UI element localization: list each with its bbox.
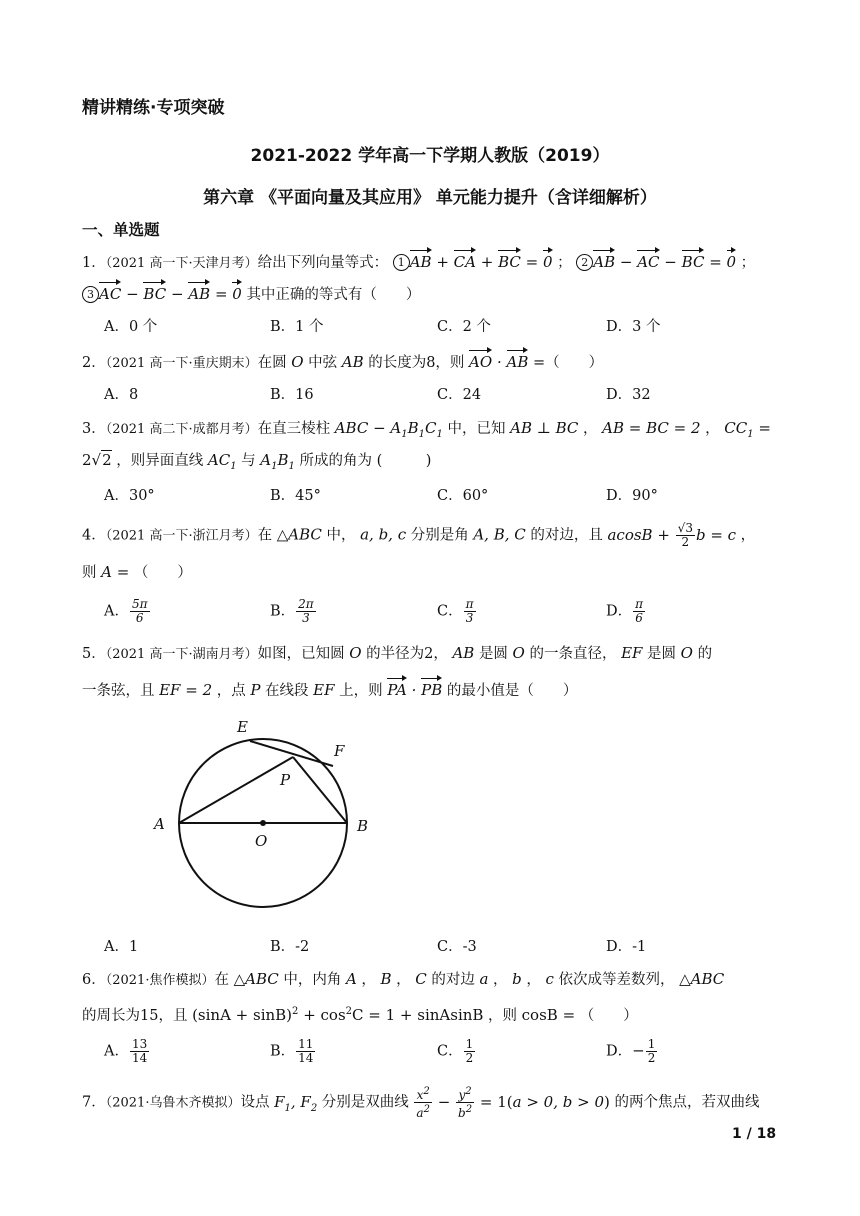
question-number: 2． xyxy=(82,355,106,371)
option-a[interactable]: A．1 xyxy=(104,939,139,955)
label-p: P xyxy=(280,771,291,789)
question-text: 依次成等差数列， xyxy=(558,972,675,988)
label-b: B xyxy=(357,817,369,835)
question-text: 的周长为15，且 xyxy=(82,1008,188,1024)
question-source: （2021 高一下·天津月考） xyxy=(105,256,258,271)
fraction-numerator: π xyxy=(635,597,644,611)
label-e: E xyxy=(237,718,248,736)
question-5-line1: 5．（2021 高一下·湖南月考）如图，已知圆 O 的半径为2， AB 是圆 O 的一条直径， EF 是圆 O 的 xyxy=(82,644,713,662)
fraction-denominator: 2 xyxy=(465,1051,474,1065)
question-source: （2021 高二下·成都月考） xyxy=(105,422,258,437)
question-text: 上，则 xyxy=(339,683,383,699)
question-number: 6． xyxy=(82,972,106,988)
question-text: 一条弦，且 xyxy=(82,683,155,699)
question-source: （2021·焦作模拟） xyxy=(105,973,215,988)
question-1-line1: 1．（2021 高一下·天津月考）给出下列向量等式： 1 AB + CA + BC = 0 ； 2 AB − AC − BC = 0 ； xyxy=(82,248,755,274)
option-letter: B． xyxy=(270,1043,296,1060)
question-number: 1． xyxy=(82,255,106,271)
option-a[interactable]: A．30° xyxy=(104,488,155,504)
question-number: 4． xyxy=(82,527,106,544)
option-d[interactable]: D．− $\frac{1}{2}$ xyxy=(606,1037,656,1065)
fraction-denominator: 6 xyxy=(635,611,643,625)
fraction-denominator: 14 xyxy=(131,1051,148,1065)
question-text: 分别是角 xyxy=(410,527,469,544)
option-c[interactable]: C．24 xyxy=(437,387,482,403)
question-text: 给出下列向量等式： xyxy=(257,255,389,271)
fraction-numerator: 5π xyxy=(131,597,148,611)
option-letter: C． xyxy=(437,603,463,620)
center-point xyxy=(260,820,266,826)
label-a: A xyxy=(154,815,165,833)
question-number: 3． xyxy=(82,421,106,437)
fraction-numerator: 1 xyxy=(647,1037,656,1051)
question-text: 在线段 xyxy=(265,683,309,699)
question-text: 的最小值是（ ） xyxy=(446,683,578,699)
fraction-denominator: 2 xyxy=(647,1051,656,1065)
option-b[interactable]: B．1 个 xyxy=(270,319,324,335)
question-4-line2: 则 A = （ ） xyxy=(82,563,192,581)
question-text: 是圆 xyxy=(647,646,677,662)
question-1-line2 xyxy=(82,280,420,305)
question-text: 的半径为2， xyxy=(366,646,448,662)
option-d[interactable]: D．32 xyxy=(606,387,651,403)
doc-subtitle: 2021-2022 学年高一下学期人教版（2019） xyxy=(250,146,610,166)
question-text: 的 xyxy=(697,646,713,662)
question-text: 中， xyxy=(326,527,356,544)
question-text: 如图，已知圆 xyxy=(257,646,345,662)
question-text: 所成的角为 ( ) xyxy=(299,453,432,469)
brand-title: 精讲精练·专项突破 xyxy=(82,98,225,118)
question-text: ，点 xyxy=(216,683,246,699)
option-c[interactable] xyxy=(437,1038,476,1065)
fraction-numerator: 1 xyxy=(465,1037,474,1051)
fraction-denominator: 6 xyxy=(135,611,144,625)
equation-1: 1 AB + CA + BC = 0 xyxy=(393,253,553,271)
label-f: F xyxy=(334,742,345,760)
option-c[interactable] xyxy=(437,598,477,625)
equation-3: 3 AC − BC − AB = 0 xyxy=(82,285,242,303)
question-text: 的对边 xyxy=(431,972,475,988)
segment-pb xyxy=(293,757,347,823)
question-text: 中，已知 xyxy=(447,421,506,437)
option-c[interactable]: C．60° xyxy=(437,488,489,504)
question-6-line1: 6．（2021·焦作模拟）在 △ABC 中，内角 A ， B ， C 的对边 a ， b ， c 依次成等差数列， △ABC xyxy=(82,970,725,988)
fraction-numerator: 13 xyxy=(131,1037,148,1051)
option-letter: D． xyxy=(606,1043,633,1060)
question-4-line1: 4．（2021 高一下·浙江月考）在 △ABC 中， a, b, c 分别是角 A, B, C 的对边，且 acosB + $\frac{√3}{2}$ b = c ， xyxy=(82,521,756,549)
option-b[interactable]: B．45° xyxy=(270,488,321,504)
question-6-line2: 的周长为15，且 $(\sin A + \sin B)^2 + \cos^2C = 1$ + sinAsinB ，则 cosB = （ ） xyxy=(82,1006,638,1024)
question-text: 设点 xyxy=(240,1094,270,1111)
equation-2: 2 AB − AC − BC = 0 xyxy=(576,253,736,271)
fraction-denominator: 3 xyxy=(465,611,474,625)
option-b[interactable]: B．-2 xyxy=(270,939,310,955)
question-text: 的一条直径， xyxy=(529,646,617,662)
question-text: 的长度为8，则 xyxy=(368,355,465,371)
page-number: 1 / 18 xyxy=(732,1126,777,1142)
option-b[interactable]: B．16 xyxy=(270,387,314,403)
question-text: =（ ） xyxy=(532,355,604,371)
question-source: （2021·乌鲁木齐模拟） xyxy=(105,1095,241,1111)
question-5-line2: 一条弦，且 EF = 2 ，点 P 在线段 EF 上，则 PA · PB 的最小值是（ ） xyxy=(82,676,577,701)
option-letter: A． xyxy=(104,1043,129,1060)
fraction-denominator: 14 xyxy=(298,1051,314,1065)
question-text: 中弦 xyxy=(308,355,338,371)
question-3-line1: 3．（2021 高二下·成都月考）在直三棱柱 ABC − $A_1B_1C_1$ 中，已知 AB ⊥ BC ， AB = BC = 2 ， $CC_1$ = xyxy=(82,419,771,440)
doc-title: 第六章 《平面向量及其应用》 单元能力提升（含详细解析） xyxy=(203,188,657,208)
option-letter: D． xyxy=(606,603,633,620)
option-a[interactable] xyxy=(104,1038,150,1065)
option-a[interactable]: A．0 个 xyxy=(104,319,158,335)
question-number: 7． xyxy=(82,1094,106,1111)
fraction-denominator: 3 xyxy=(302,611,310,625)
question-text: 其中正确的等式有（ ） xyxy=(246,287,421,303)
option-d[interactable]: D．3 个 xyxy=(606,319,661,335)
circle-figure xyxy=(150,712,380,922)
fraction-numerator: π xyxy=(465,597,474,611)
fraction-numerator: 2π xyxy=(298,597,314,611)
option-d[interactable]: D．90° xyxy=(606,488,658,504)
option-a[interactable] xyxy=(104,598,151,625)
question-text: （ ） xyxy=(133,565,192,581)
question-3-line2: 2√2 ，则异面直线 $AC_1$ 与 $A_1B_1$ 所成的角为 ( ) xyxy=(82,451,432,472)
question-text: 是圆 xyxy=(478,646,508,662)
question-source: （2021 高一下·浙江月考） xyxy=(105,528,258,544)
segment-pa xyxy=(179,757,293,823)
question-text: 在 xyxy=(257,527,273,544)
question-text: 中，内角 xyxy=(283,972,342,988)
question-text: 分别是双曲线 xyxy=(321,1094,409,1111)
option-b[interactable] xyxy=(270,598,317,625)
question-text: 则 xyxy=(82,565,97,581)
question-2: 2．（2021 高一下·重庆期末）在圆 O 中弦 AB 的长度为8，则 AO · AB =（ ） xyxy=(82,348,603,374)
option-b[interactable] xyxy=(270,1038,316,1065)
question-source: （2021 高一下·湖南月考） xyxy=(105,647,258,662)
label-o: O xyxy=(255,832,268,850)
option-a[interactable]: A．8 xyxy=(104,387,139,403)
question-text: 在直三棱柱 xyxy=(257,421,331,437)
option-letter: A． xyxy=(104,603,129,620)
fraction-numerator: 11 xyxy=(298,1037,314,1051)
question-text: ，则 xyxy=(488,1008,518,1024)
question-7-line1: 7．（2021·乌鲁木齐模拟）设点 $F_1$, $F_2$ 分别是双曲线 $\frac{x^2}{a^2}$ − $\frac{y^2}{b^2}$ = 1(a > 0, b > 0) 的两个焦点，若双曲线 xyxy=(82,1086,760,1120)
question-text: 在 xyxy=(214,972,229,988)
section-heading: 一、单选题 xyxy=(82,221,160,239)
question-text: 在圆 xyxy=(257,355,287,371)
question-text: 的两个焦点，若双曲线 xyxy=(614,1094,760,1111)
question-text: 的对边，且 xyxy=(530,527,603,544)
question-text: 与 xyxy=(241,453,256,469)
question-text: ，则异面直线 xyxy=(116,453,204,469)
option-letter: B． xyxy=(270,603,296,620)
option-c[interactable]: C．-3 xyxy=(437,939,477,955)
option-d[interactable]: D．-1 xyxy=(606,939,647,955)
question-source: （2021 高一下·重庆期末） xyxy=(105,356,258,371)
option-c[interactable]: C．2 个 xyxy=(437,319,491,335)
option-letter: C． xyxy=(437,1043,463,1060)
question-number: 5． xyxy=(82,646,106,662)
option-d[interactable] xyxy=(606,598,646,625)
question-text: （ ） xyxy=(579,1008,638,1024)
